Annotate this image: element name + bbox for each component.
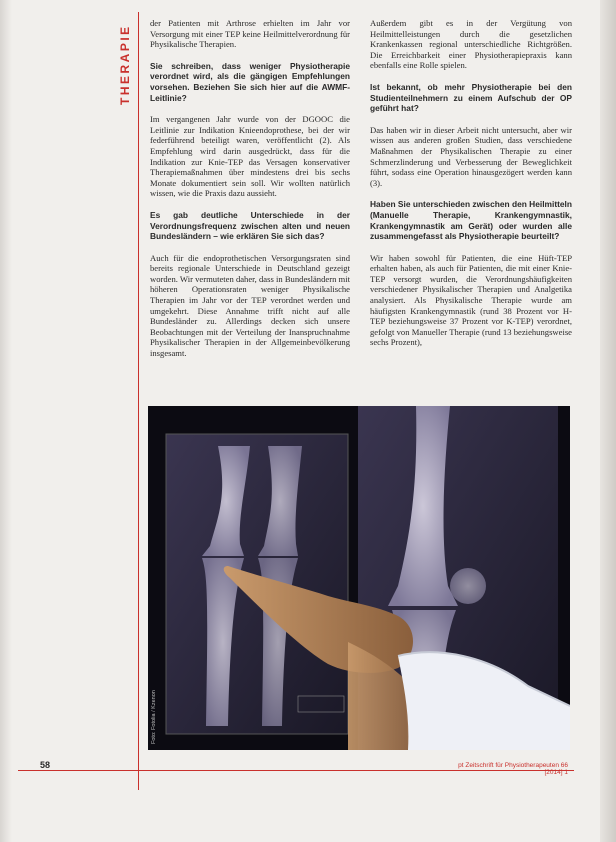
right-text-column bbox=[370, 18, 572, 359]
interview-question: Haben Sie unterschieden zwischen den Heilmitteln (Manuelle Therapie, Krankengymnastik, Krankengymnastik am Gerät) oder wurden alle zusammengefasst als Physiotherapie beurteilt? bbox=[370, 199, 572, 242]
page-right-edge bbox=[600, 0, 616, 842]
body-paragraph: der Patienten mit Arthrose erhielten im Jahr vor Versorgung mit einer TEP keine Heilmittelverordnung für Physikalische Therapien. bbox=[150, 18, 350, 50]
body-paragraph: Auch für die endoprothetischen Versorgungsraten sind bereits regionale Unterschiede in Deutschland gezeigt worden. Wir vermuteten daher, dass in Bundesländern mit höheren Operationsraten weniger Physikalische Therapien im Jahr vor der TEP verordnet werden und umgekehrt. Diese Annahme trifft nicht auf alle Bundesländer zu. Allerdings decken sich unsere Beobachtungen mit der Verteilung der Inanspruchnahme Physikalischer Therapien in der Allgemeinbevölkerung insgesamt. bbox=[150, 252, 350, 359]
body-paragraph: Wir haben sowohl für Patienten, die eine Hüft-TEP erhalten haben, als auch für Patienten, die mit einer Knie-TEP versorgt wurden, die Verordnungshäufigkeiten verschiedener Physikalischer Therapien und Analgetika analysiert. Als Physikalische Therapie wurde am häufigsten Krankengymnastik (rund 38 Prozent vor H-TEP beziehungsweise 37 Prozent vor K-TEP) verordnet, gefolgt von Manueller Therapie (rund 13 beziehungsweise sechs Prozent), bbox=[370, 252, 572, 348]
interview-question: Es gab deutliche Unterschiede in der Verordnungsfrequenz zwischen alten und neuen Bundesländern – wie erklären Sie sich das? bbox=[150, 209, 350, 242]
left-text-column bbox=[150, 18, 350, 370]
vertical-accent-rule bbox=[138, 12, 139, 790]
x-ray-knee-image bbox=[148, 406, 570, 750]
page-gutter-shadow bbox=[0, 0, 12, 842]
interview-question: Ist bekannt, ob mehr Physiotherapie bei den Studienteilnehmern zu einem Aufschub der OP geführt hat? bbox=[370, 81, 572, 114]
journal-name: pt Zeitschrift für Physiotherapeuten 66 [2014] 1 bbox=[458, 762, 568, 776]
photo-credit: Foto: Fotolia / Kzenon bbox=[151, 690, 157, 744]
article-photo bbox=[148, 406, 570, 750]
body-paragraph: Außerdem gibt es in der Vergütung von Heilmittelleistungen durch die gesetzlichen Krankenkassen regional unterschiedliche Richtgrößen. Die Erreichbarkeit einer Physiotherapiepraxis kann ebenfalls eine Rolle spielen. bbox=[370, 18, 572, 71]
page-number: 58 bbox=[40, 760, 51, 770]
section-label: THERAPIE bbox=[118, 24, 132, 106]
interview-question: Sie schreiben, dass weniger Physiotherapie verordnet wird, als die gängigen Empfehlungen vorsehen. Beziehen Sie sich hier auf die AWMF-Leitlinie? bbox=[150, 60, 350, 103]
body-paragraph: Im vergangenen Jahr wurde von der DGOOC die Leitlinie zur Indikation Knieendoprothese, bei der wir federführend beteiligt waren, veröffentlicht (2). Als Empfehlung wird darin ausgedrückt, dass für die Indikation zur Knie-TEP das Versagen konservativer Therapiemaßnahmen über mindestens drei bis sechs Monate dokumentiert sein soll. Wir wollten natürlich wissen, wie die Praxis dazu aussieht. bbox=[150, 114, 350, 199]
body-paragraph: Das haben wir in dieser Arbeit nicht untersucht, aber wir wissen aus anderen großen Studien, dass verschiedene Maßnahmen der Physikalischen Therapie zu einer Schmerzlinderung und Verbesserung der Beweglichkeit führt, sodass eine Operation hinausgezögert werden kann (3). bbox=[370, 124, 572, 188]
